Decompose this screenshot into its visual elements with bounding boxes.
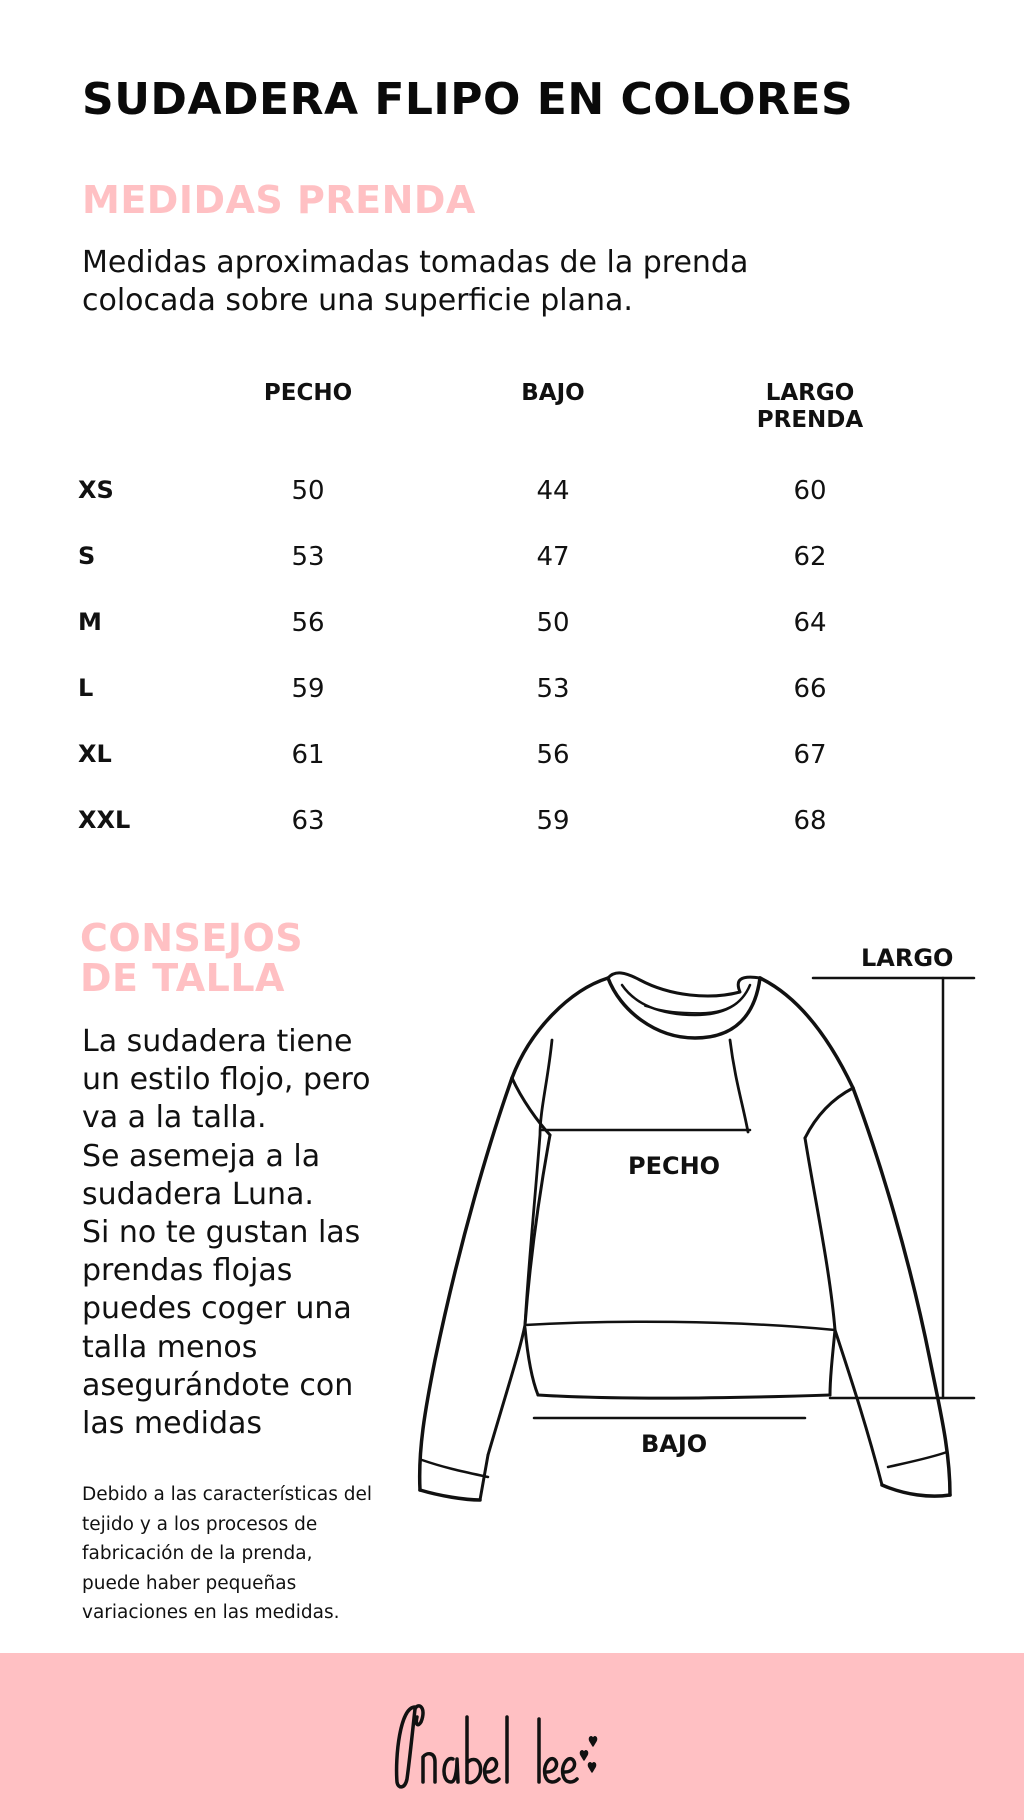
advice-line: las medidas [82, 1406, 262, 1442]
advice-line: asegurándote con [82, 1367, 354, 1403]
cell-bajo: 44 [536, 476, 570, 506]
size-label: XXL [78, 806, 131, 834]
size-label: S [78, 542, 96, 570]
cell-bajo: 50 [536, 608, 570, 638]
heading-line: CONSEJOS [80, 916, 304, 960]
footer-band [0, 1653, 1024, 1820]
page-title: SUDADERA FLIPO EN COLORES [82, 74, 854, 125]
brand-logo [385, 1697, 645, 1797]
sweatshirt-outline-icon [410, 940, 1010, 1520]
table-row [78, 542, 890, 608]
cell-bajo: 47 [536, 542, 570, 572]
cell-largo: 62 [793, 542, 827, 572]
diagram-label-largo: LARGO [861, 944, 954, 972]
cell-bajo: 53 [536, 674, 570, 704]
advice-line: un estilo flojo, pero [82, 1062, 371, 1098]
advice-line: va a la talla. [82, 1100, 267, 1136]
table-row [78, 740, 890, 806]
advice-line: Se asemeja a la [82, 1138, 321, 1174]
cell-largo: 67 [793, 740, 827, 770]
advice-line: sudadera Luna. [82, 1176, 314, 1212]
cell-largo: 68 [793, 806, 827, 836]
note-line: puede haber pequeñas [82, 1572, 297, 1594]
intro-text [82, 244, 748, 320]
note-line: tejido y a los procesos de [82, 1513, 318, 1535]
size-table [78, 380, 890, 872]
advice-line: La sudadera tiene [82, 1024, 353, 1059]
note-line: variaciones en las medidas. [82, 1602, 340, 1623]
size-label: L [78, 674, 94, 702]
table-row [78, 608, 890, 674]
disclaimer-note [82, 1480, 372, 1628]
intro-line: colocada sobre una superficie plana. [82, 283, 633, 318]
cell-largo: 64 [793, 608, 827, 638]
advice-line: Si no te gustan las [82, 1215, 361, 1251]
cell-pecho: 50 [291, 476, 325, 506]
cell-largo: 60 [793, 476, 827, 506]
size-label: XS [78, 476, 114, 504]
size-label: XL [78, 740, 112, 768]
column-header-largo-line: LARGO [765, 380, 855, 406]
diagram-label-bajo: BAJO [641, 1430, 708, 1458]
cell-bajo: 56 [536, 740, 570, 770]
column-header-size [78, 380, 228, 476]
sweatshirt-diagram [410, 940, 1010, 1520]
table-row [78, 476, 890, 542]
column-header-largo [730, 380, 890, 476]
column-spacer [388, 380, 473, 476]
cell-pecho: 61 [291, 740, 325, 770]
advice-line: talla menos [82, 1329, 258, 1365]
table-row [78, 806, 890, 872]
note-line: Debido a las características del [82, 1484, 372, 1505]
cell-pecho: 59 [291, 674, 325, 704]
column-header-bajo: BAJO [521, 380, 585, 406]
table-header-row [78, 380, 890, 476]
heading-line: DE TALLA [80, 956, 285, 1000]
cell-pecho: 63 [291, 806, 325, 836]
advice-line: puedes coger una [82, 1291, 352, 1327]
section-heading-medidas: MEDIDAS PRENDA [82, 178, 476, 222]
cell-largo: 66 [793, 674, 827, 704]
advice-line: prendas flojas [82, 1253, 293, 1289]
anabel-lee-logo-icon [385, 1697, 645, 1797]
intro-line: Medidas aproximadas tomadas de la prenda [82, 245, 749, 280]
diagram-label-pecho: PECHO [628, 1152, 721, 1180]
cell-bajo: 59 [536, 806, 570, 836]
size-label: M [78, 608, 102, 636]
sizing-advice [82, 1023, 371, 1443]
column-header-largo-line: PRENDA [756, 407, 864, 433]
note-line: fabricación de la prenda, [82, 1543, 313, 1564]
section-heading-consejos [80, 918, 303, 998]
column-spacer [633, 380, 730, 476]
cell-pecho: 56 [291, 608, 325, 638]
table-row [78, 674, 890, 740]
column-header-pecho: PECHO [263, 380, 353, 406]
cell-pecho: 53 [291, 542, 325, 572]
